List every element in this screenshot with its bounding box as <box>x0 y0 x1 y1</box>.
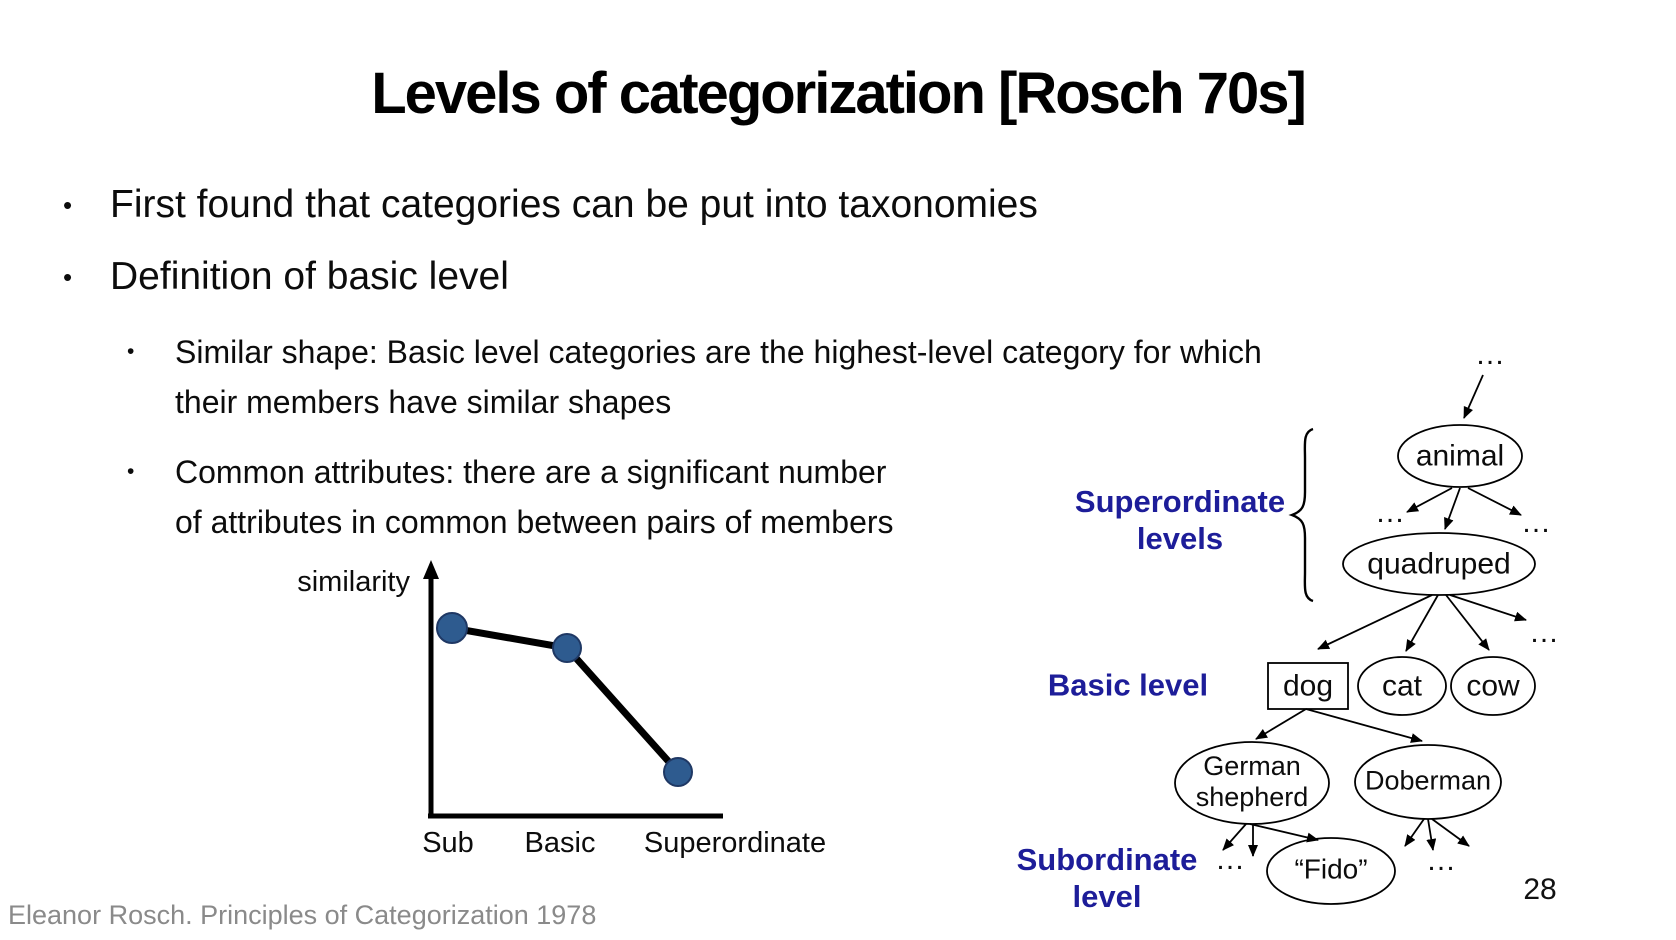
arrow-dog-to-doberman <box>1306 709 1422 741</box>
bullet-icon: • <box>63 190 73 220</box>
bullet-icon: • <box>63 262 73 292</box>
chart-point-sub <box>437 613 467 643</box>
node-label-dog: dog <box>1282 669 1334 703</box>
arrow-doberman-right <box>1432 819 1469 846</box>
label-basic-level: Basic level <box>1047 667 1209 703</box>
ellipsis-gs-left: … <box>1215 843 1245 876</box>
ellipsis-quadruped-right: … <box>1529 616 1559 649</box>
chart-line <box>452 628 678 772</box>
chart-x-tick-basic: Basic <box>524 827 596 859</box>
arrow-quadruped-right <box>1450 595 1526 620</box>
arrow-root-to-animal <box>1464 375 1483 418</box>
arrow-quadruped-to-cow <box>1446 595 1489 650</box>
arrow-animal-right <box>1468 488 1521 515</box>
ellipsis-animal-left: … <box>1375 496 1405 529</box>
node-label-cow: cow <box>1466 669 1520 703</box>
node-label-cat: cat <box>1381 669 1423 703</box>
ellipsis-root: … <box>1475 338 1505 371</box>
sub-bullet-text <box>175 327 1262 427</box>
node-label-animal: animal <box>1415 439 1505 473</box>
bullet-item <box>63 253 509 301</box>
page-number: 28 <box>1523 873 1557 906</box>
sub-bullet-line: Similar shape: Basic level categories are the highest-level category for which <box>175 334 1262 370</box>
bullet-icon: • <box>127 340 135 363</box>
sub-bullet-line: their members have similar shapes <box>175 384 672 420</box>
similarity-chart <box>423 560 723 818</box>
bullet-item <box>63 181 1038 229</box>
arrow-dog-to-german-shepherd <box>1256 709 1306 739</box>
arrow-doberman-down <box>1428 819 1433 850</box>
node-label-german-shepherd: German shepherd <box>1195 751 1309 812</box>
label-subordinate-level: Subordinate level <box>1016 842 1198 914</box>
node-label-quadruped: quadruped <box>1367 547 1511 581</box>
node-label-doberman: Doberman <box>1364 765 1492 796</box>
chart-y-axis-label: similarity <box>297 566 410 598</box>
sub-bullet-item <box>127 327 1262 427</box>
sub-bullet-text <box>175 447 894 547</box>
arrow-animal-left <box>1407 488 1452 512</box>
arrow-gs-to-fido <box>1250 824 1318 840</box>
arrow-quadruped-to-cat <box>1406 595 1438 651</box>
arrow-quadruped-to-dog <box>1318 595 1432 649</box>
sub-bullet-line: of attributes in common between pairs of members <box>175 504 894 540</box>
slide-title: Levels of categorization [Rosch 70s] <box>371 61 1305 126</box>
arrow-animal-to-quadruped <box>1445 488 1460 529</box>
chart-point-superordinate <box>664 758 692 786</box>
chart-point-basic <box>553 634 581 662</box>
ellipsis-animal-right: … <box>1521 506 1551 539</box>
label-superordinate-levels: Superordinate levels <box>1074 484 1286 556</box>
chart-x-tick-superordinate: Superordinate <box>643 827 827 859</box>
bullet-icon: • <box>127 460 135 483</box>
footer-citation: Eleanor Rosch. Principles of Categorization 1978 <box>8 900 597 930</box>
chart-y-axis-arrowhead <box>423 560 439 579</box>
sub-bullet-line: Common attributes: there are a significant number <box>175 454 887 490</box>
node-label-fido: “Fido” <box>1294 853 1368 885</box>
arrow-doberman-left <box>1405 819 1424 846</box>
ellipsis-doberman-below: … <box>1426 844 1456 877</box>
chart-x-tick-sub: Sub <box>422 827 474 859</box>
bullet-text: First found that categories can be put into taxonomies <box>110 183 1038 226</box>
bullet-text: Definition of basic level <box>110 255 509 298</box>
sub-bullet-item <box>127 447 894 547</box>
